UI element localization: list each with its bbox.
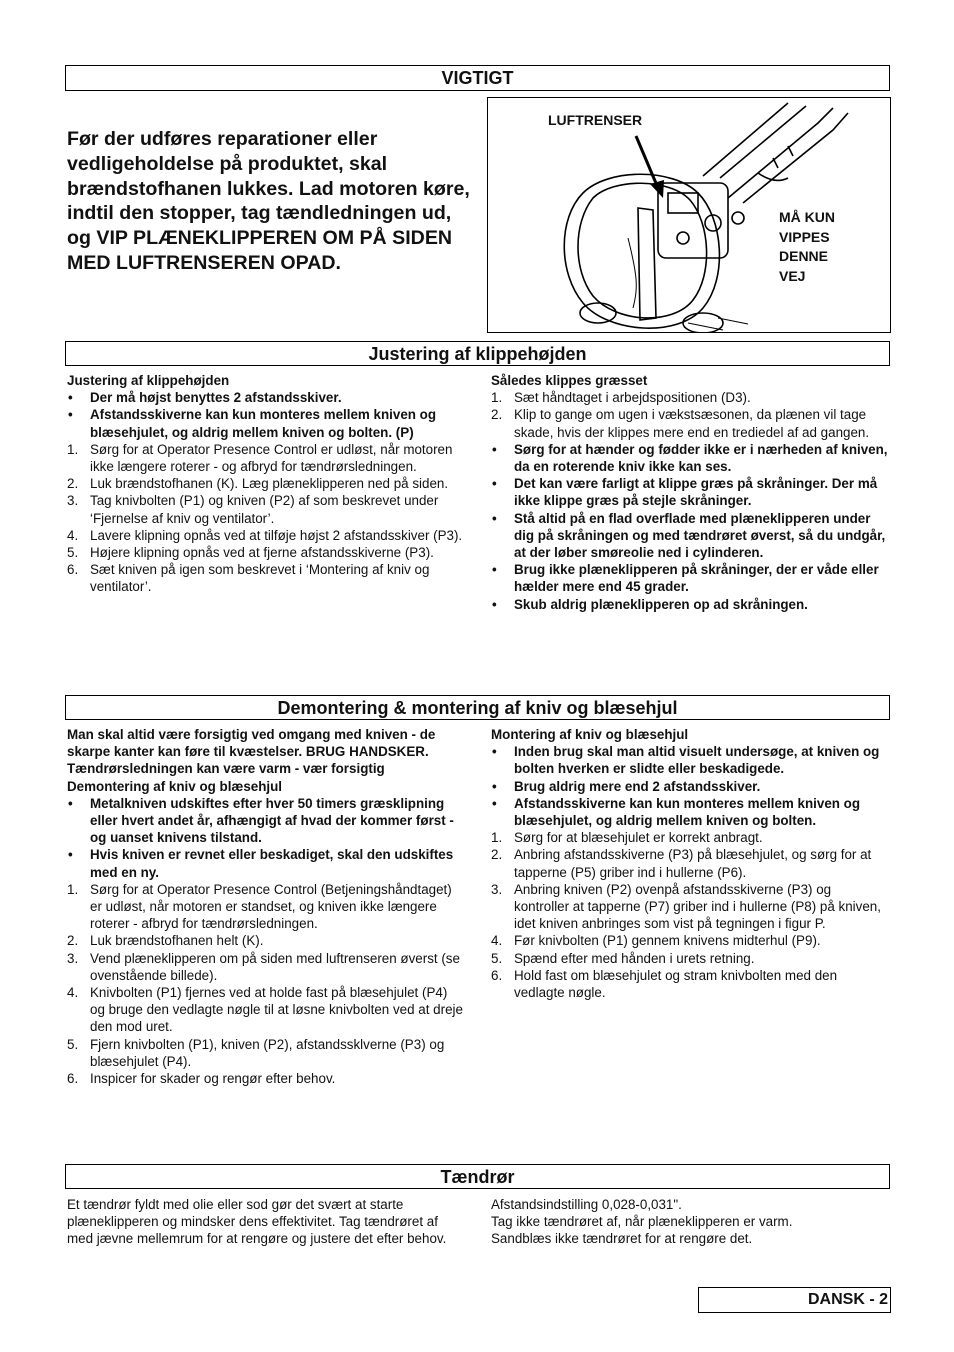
spark-plug-left-column <box>67 1196 465 1248</box>
section-title: Demontering & montering af kniv og blæsehjul <box>277 698 678 718</box>
warning-title-box <box>65 65 890 91</box>
spark-plug-line: Afstandsindstilling 0,028-0,031". <box>491 1197 682 1212</box>
subheading: Justering af klippehøjden <box>67 373 230 388</box>
bullet-item <box>491 561 889 595</box>
list-marker: 2. <box>67 933 79 949</box>
list-item-text: Sørg for at Operator Presence Control (Betjeningshåndtaget) er udløst, når motoren er standset, og kniven ikke længere roterer - afbryd for tændrørsledningen. <box>90 881 452 932</box>
numbered-step <box>491 389 889 406</box>
numbered-step <box>67 441 465 475</box>
list-item-text: Lavere klipning opnås ved at tilføje højst 2 afstandsskiver (P3). <box>90 527 463 543</box>
list-item-text: Højere klipning opnås ved at fjerne afstandsskiverne (P3). <box>90 545 434 561</box>
list-item-text: Afstandsskiverne kan kun monteres mellem kniven og blæsehjulet, og aldrig mellem kniven og bolten. (P) <box>90 407 437 440</box>
list-item-text: Metalkniven udskiftes efter hver 50 timers græsklipning eller hvert andet år, afhængigt af hvad der kommer først - og uanset knivens tilstand. <box>90 795 454 846</box>
bullet-item <box>67 389 465 406</box>
page-label: DANSK - 2 <box>807 1291 888 1308</box>
list-item-text: Anbring kniven (P2) ovenpå afstandsskiverne (P3) og kontroller at tapperne (P7) griber ind i hullerne (P8) på kniven, idet kniven anbringes som vist på tegningen i figur P. <box>514 881 881 932</box>
bullet-item <box>67 846 465 880</box>
list-marker: 3. <box>67 950 79 966</box>
numbered-step <box>491 846 889 880</box>
list-item-text: Spænd efter med hånden i urets retning. <box>514 950 755 966</box>
section-header-blade <box>65 695 890 720</box>
list-marker: 2. <box>491 407 503 423</box>
figure-label-line: DENNE <box>779 248 829 264</box>
bullet-item <box>491 596 889 613</box>
list-item-text: Afstandsskiverne kan kun monteres mellem kniven og blæsehjulet, og aldrig mellem kniven og bolten. <box>514 795 861 829</box>
list-item-text: Anbring afstandsskiverne (P3) på blæsehjulet, og sørg for at tapperne (P5) griber ind i hullerne (P6). <box>514 847 872 880</box>
list-marker: • <box>492 510 497 526</box>
section-header-spark-plug <box>65 1164 890 1189</box>
bullet-item <box>491 510 889 562</box>
list-marker: 6. <box>67 1071 79 1087</box>
cutting-height-left-column <box>67 372 465 596</box>
list-marker: 2. <box>491 847 503 863</box>
list-marker: 1. <box>67 441 79 457</box>
list-marker: • <box>492 476 497 492</box>
numbered-step <box>67 544 465 561</box>
list-item-text: Sørg for at Operator Presence Control er udløst, når motoren ikke længere roterer - og afbryd for tændrørsledningen. <box>90 441 453 475</box>
numbered-step <box>67 1070 465 1087</box>
numbered-step <box>491 950 889 967</box>
list-marker: 5. <box>67 545 79 561</box>
list-marker: • <box>492 562 497 578</box>
list-marker: 6. <box>491 967 503 983</box>
safety-intro: Man skal altid være forsigtig ved omgang med kniven - de skarpe kanter kan føre til kvæstelser. BRUG HANDSKER. Tændrørsledningen kan være varm - vær forsigtig <box>67 727 436 777</box>
list-marker: • <box>68 795 73 811</box>
figure-label-tilt-direction <box>779 208 835 286</box>
list-marker: 5. <box>67 1036 79 1052</box>
spark-plug-right-column <box>491 1196 889 1248</box>
blade-removal-left-column <box>67 726 465 1087</box>
list-item-text: Stå altid på en flad overflade med plæneklipperen under dig på skråningen og med tændrøret øverst, så du undgår, at der løber smøreolie ned i cylinderen. <box>514 510 886 561</box>
numbered-step <box>491 829 889 846</box>
warning-title: VIGTIGT <box>441 68 514 88</box>
list-item-text: Det kan være farligt at klippe græs på skråninger. Der må ikke klippe græs på stejle skråninger. <box>514 476 878 509</box>
list-marker: • <box>492 596 497 612</box>
numbered-step <box>67 475 465 492</box>
list-item-text: Der må højst benyttes 2 afstandsskiver. <box>90 390 342 406</box>
numbered-step <box>67 1036 465 1070</box>
list-item-text: Fjern knivbolten (P1), kniven (P2), afstandssklverne (P3) og blæsehjulet (P4). <box>90 1036 445 1069</box>
numbered-step <box>67 950 465 984</box>
list-item-text: Før knivbolten (P1) gennem knivens midterhul (P9). <box>514 933 821 949</box>
list-item-text: Vend plæneklipperen om på siden med luftrenseren øverst (se ovenstående billede). <box>90 950 460 983</box>
list-item-text: Hold fast om blæsehjulet og stram knivbolten med den vedlagte nøgle. <box>514 967 838 1001</box>
numbered-step <box>67 492 465 526</box>
list-item-text: Sørg for at blæsehjulet er korrekt anbragt. <box>514 830 763 846</box>
mower-illustration <box>487 97 891 333</box>
section-title: Tændrør <box>440 1167 515 1187</box>
list-item-text: Luk brændstofhanen helt (K). <box>90 933 264 949</box>
instruction-list <box>67 389 465 595</box>
bullet-item <box>491 778 889 795</box>
list-marker: • <box>68 407 73 423</box>
list-item-text: Sæt kniven på igen som beskrevet i ‘Montering af kniv og ventilator’. <box>90 562 430 595</box>
list-marker: 4. <box>491 933 503 949</box>
numbered-step <box>67 881 465 933</box>
list-marker: 1. <box>491 390 503 406</box>
numbered-step <box>67 984 465 1036</box>
list-item-text: Klip to gange om ugen i vækstsæsonen, da plænen vil tage skade, hvis der klippes mere end en trediedel af ad gangen. <box>514 407 870 440</box>
list-item-text: Knivbolten (P1) fjernes ved at holde fast på blæsehjulet (P4) og bruge den vedlagte nøgle til at løsne knivbolten ved at dreje den mod uret. <box>90 985 463 1035</box>
list-marker: • <box>492 441 497 457</box>
bullet-item <box>491 475 889 509</box>
section-header-cutting-height <box>65 341 890 366</box>
subheading: Demontering af kniv og blæsehjul <box>67 778 283 794</box>
figure-label-air-cleaner: LUFTRENSER <box>548 112 643 128</box>
list-marker: 4. <box>67 985 79 1001</box>
list-item-text: Inden brug skal man altid visuelt undersøge, at kniven og bolten hverken er slidte eller beskadigede. <box>514 744 880 777</box>
spark-plug-line: Tag ikke tændrøret af, når plæneklipperen er varm. <box>491 1214 793 1230</box>
figure-label-line: MÅ KUN <box>779 209 835 225</box>
list-item-text: Inspicer for skader og rengør efter behov. <box>90 1071 336 1087</box>
list-item-text: Skub aldrig plæneklipperen op ad skråningen. <box>514 596 808 612</box>
bullet-item <box>67 795 465 847</box>
list-marker: 3. <box>67 493 79 509</box>
list-marker: 2. <box>67 476 79 492</box>
bullet-item <box>67 406 465 440</box>
spark-plug-text: Et tændrør fyldt med olie eller sod gør det svært at starte plæneklipperen og mindsker dens effektivitet. Tag tændrøret af med jævne mellemrum for at rengøre og justere det efter behov. <box>67 1197 447 1247</box>
instruction-list <box>491 389 889 613</box>
list-item-text: Hvis kniven er revnet eller beskadiget, skal den udskiftes med en ny. <box>90 847 454 880</box>
list-marker: • <box>68 390 73 406</box>
list-item-text: Sæt håndtaget i arbejdspositionen (D3). <box>514 390 751 406</box>
list-item-text: Tag knivbolten (P1) og kniven (P2) af som beskrevet under ‘Fjernelse af kniv og ventilator’. <box>90 493 439 526</box>
list-marker: • <box>492 795 497 811</box>
list-marker: 3. <box>491 881 503 897</box>
numbered-step <box>491 881 889 933</box>
list-marker: 1. <box>67 881 79 897</box>
list-marker: 1. <box>491 830 503 846</box>
bullet-item <box>491 441 889 475</box>
list-marker: 5. <box>491 950 503 966</box>
instruction-list <box>67 795 465 1087</box>
list-marker: 6. <box>67 562 79 578</box>
figure-label-line: VEJ <box>779 267 806 284</box>
spark-plug-line: Sandblæs ikke tændrøret for at rengøre det. <box>491 1231 753 1247</box>
list-marker: • <box>492 778 497 794</box>
warning-text: Før der udføres reparationer eller vedligeholdelse på produktet, skal brændstofhanen lukkes. Lad motoren køre, indtil den stopper, tag tændledningen ud, og VIP PLÆNEKLIPPEREN OM PÅ SIDEN MED LUFTRENSEREN OPAD. <box>67 128 470 274</box>
page-label-box <box>698 1287 891 1313</box>
section-title: Justering af klippehøjden <box>368 344 587 364</box>
list-item-text: Brug ikke plæneklipperen på skråninger, der er våde eller hælder mere end 45 grader. <box>514 562 879 595</box>
list-item-text: Luk brændstofhanen (K). Læg plæneklipperen ned på siden. <box>90 476 449 492</box>
instruction-list <box>491 743 889 1001</box>
numbered-step <box>491 406 889 440</box>
numbered-step <box>67 561 465 595</box>
list-marker: • <box>492 744 497 760</box>
blade-mounting-right-column <box>491 726 889 1001</box>
subheading: Således klippes græsset <box>491 373 648 388</box>
mowing-right-column <box>491 372 889 613</box>
list-marker: • <box>68 847 73 863</box>
subheading: Montering af kniv og blæsehjul <box>491 727 689 742</box>
list-marker: 4. <box>67 527 79 543</box>
bullet-item <box>491 743 889 777</box>
list-item-text: Brug aldrig mere end 2 afstandsskiver. <box>514 778 761 794</box>
numbered-step <box>67 932 465 949</box>
list-item-text: Sørg for at hænder og fødder ikke er i nærheden af kniven, da en roterende kniv ikke kan ses. <box>514 441 888 475</box>
numbered-step <box>491 932 889 949</box>
numbered-step <box>491 967 889 1001</box>
figure-label-line: VIPPES <box>779 228 830 245</box>
bullet-item <box>491 795 889 829</box>
numbered-step <box>67 527 465 544</box>
